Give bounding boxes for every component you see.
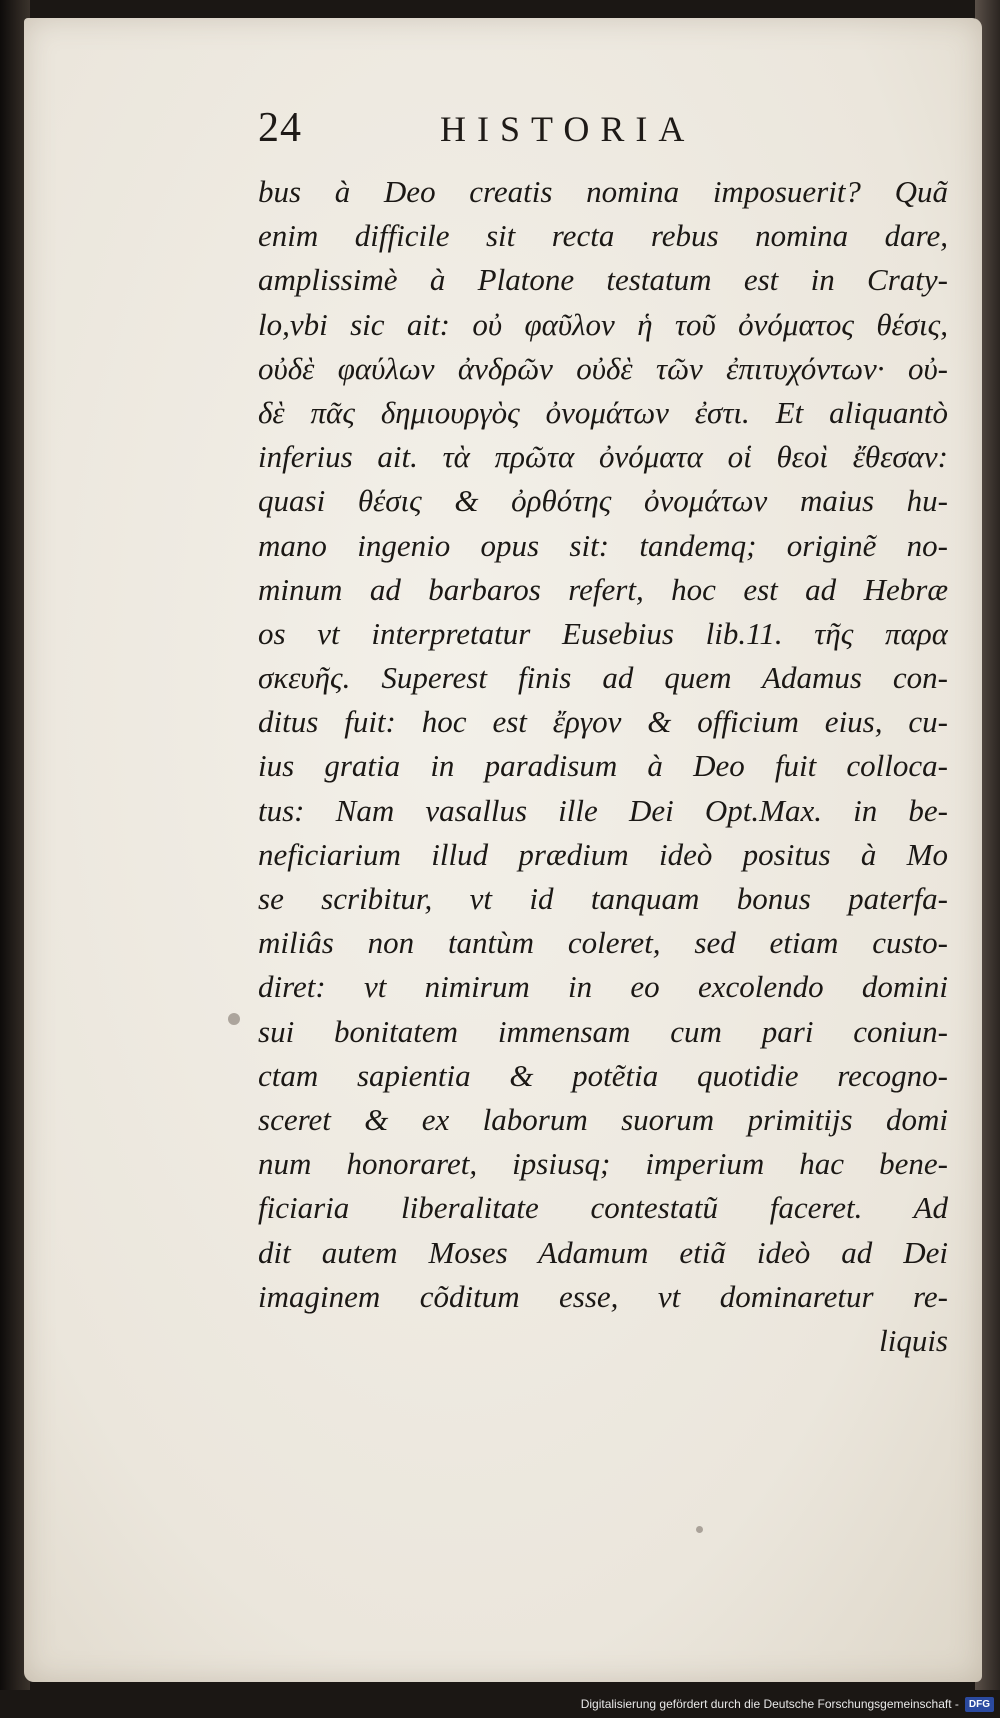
text-line: amplissimè à Platone testatum est in Craty- <box>258 262 948 298</box>
text-line: lo,vbi sic ait: οὐ φαῦλον ἡ τοῦ ὀνόματος θέσις, <box>258 306 948 342</box>
text-line: tus: Nam vasallus ille Dei Opt.Max. in be- <box>258 792 948 828</box>
text-line: miliâs non tantùm coleret, sed etiam custo- <box>258 925 948 961</box>
paper-stain <box>696 1526 703 1533</box>
page-number: 24 <box>258 105 302 151</box>
text-line: ficiaria liberalitate contestatũ faceret. Ad <box>258 1190 948 1226</box>
text-line: enim difficile sit recta rebus nomina dare, <box>258 218 948 254</box>
text-line: ius gratia in paradisum à Deo fuit colloca- <box>258 748 948 784</box>
text-line: dit autem Moses Adamum etiã ideò ad Dei <box>258 1234 948 1270</box>
paper-stain <box>228 1013 240 1025</box>
dfg-credit-text: Digitalisierung gefördert durch die Deutsche Forschungsgemeinschaft - <box>580 1697 959 1711</box>
text-line: diret: vt nimirum in eo excolendo domini <box>258 969 948 1005</box>
text-line: mano ingenio opus sit: tandemq; originẽ no- <box>258 527 948 563</box>
text-line: δὲ πᾶς δημιουργὸς ὀνομάτων ἐστι. Et aliquantò <box>258 394 948 430</box>
text-line: os vt interpretatur Eusebius lib.11. τῆς παρα <box>258 615 948 651</box>
text-line: sceret & ex laborum suorum primitijs domi <box>258 1101 948 1137</box>
page-header <box>258 104 898 154</box>
text-line: liquis <box>879 1322 948 1358</box>
text-line: sui bonitatem immensam cum pari coniun- <box>258 1013 948 1049</box>
dfg-credit-footer <box>581 1693 994 1715</box>
text-line: bus à Deo creatis nomina imposuerit? Quã <box>258 174 948 209</box>
text-line: quasi θέσις & ὀρθότης ὀνομάτων maius hu- <box>258 483 948 519</box>
text-line: ditus fuit: hoc est ἔργον & officium eius, cu- <box>258 704 948 740</box>
text-line: inferius ait. τὰ πρῶτα ὀνόματα οἱ θεοὶ ἔθεσαν: <box>258 439 948 475</box>
text-line: οὐδὲ φαύλων ἀνδρῶν οὐδὲ τῶν ἐπιτυχόντων· οὐ- <box>258 350 948 386</box>
text-line: ctam sapientia & potẽtia quotidie recogno- <box>258 1057 948 1093</box>
running-title: HISTORIA <box>440 109 696 149</box>
dfg-logo-icon: DFG <box>965 1697 994 1712</box>
text-line: neficiarium illud prædium ideò positus à Mo <box>258 836 948 872</box>
text-line: imaginem cõditum esse, vt dominaretur re- <box>258 1278 948 1314</box>
text-line: num honoraret, ipsiusq; imperium hac bene- <box>258 1146 948 1182</box>
text-line: minum ad barbaros refert, hoc est ad Hebræ <box>258 571 948 607</box>
body-text <box>258 170 948 1363</box>
text-line: σκευῆς. Superest finis ad quem Adamus con- <box>258 660 948 696</box>
text-line: se scribitur, vt id tanquam bonus paterfa- <box>258 881 948 916</box>
